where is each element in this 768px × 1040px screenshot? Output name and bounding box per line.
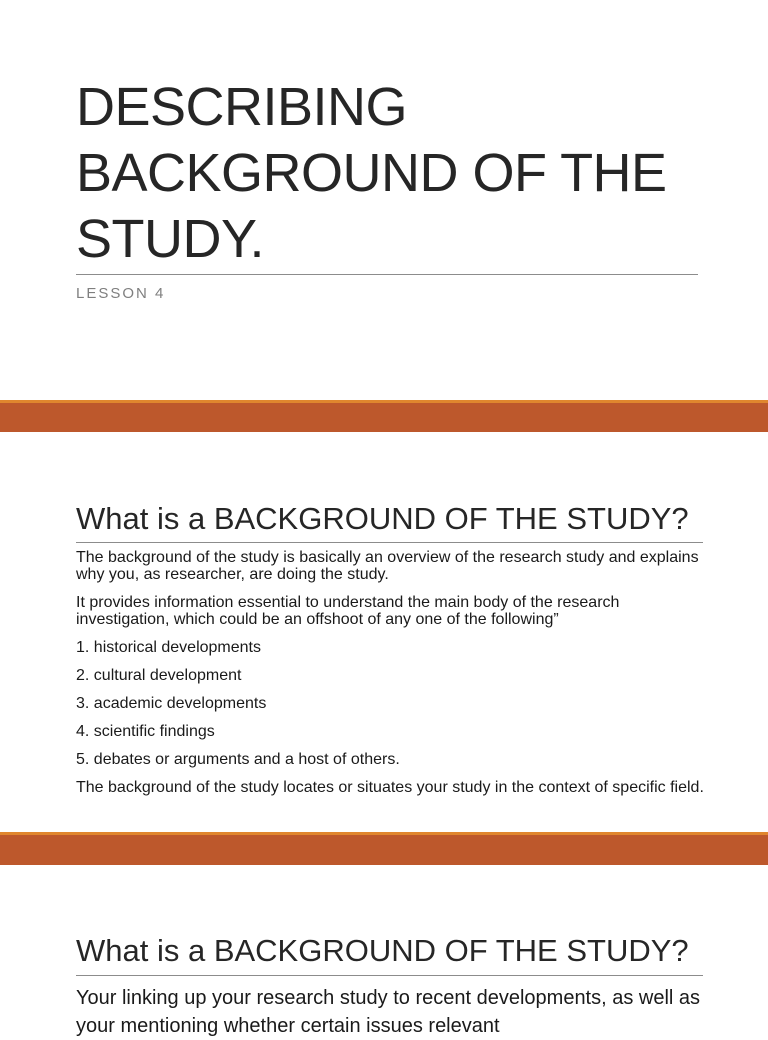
slide-heading: What is a BACKGROUND OF THE STUDY? [76, 933, 689, 968]
slide-subtitle: LESSON 4 [76, 285, 166, 302]
slide-separator [0, 832, 768, 865]
slide-body [76, 549, 706, 807]
heading-divider [76, 542, 703, 543]
list-item: 4. scientific findings [76, 723, 215, 740]
body-paragraph: The background of the study locates or situates your study in the context of specific field. [76, 779, 704, 796]
slide-body [76, 984, 716, 1040]
list-item: 2. cultural development [76, 667, 242, 684]
list-item: 3. academic developments [76, 695, 267, 712]
slide-heading: What is a BACKGROUND OF THE STUDY? [76, 501, 689, 536]
body-paragraph: The background of the study is basically an overview of the research study and explains why you, as researcher, are doing the study. [76, 549, 699, 583]
body-paragraph: Your linking up your research study to recent developments, as well as your mentioning whether certain issues relevant [76, 987, 701, 1037]
list-item: 5. debates or arguments and a host of others. [76, 751, 400, 768]
heading-divider [76, 975, 703, 976]
list-item: 1. historical developments [76, 639, 261, 656]
slide-title: DESCRIBING BACKGROUND OF THE STUDY. [76, 77, 667, 269]
slide-separator [0, 400, 768, 432]
body-paragraph: It provides information essential to understand the main body of the research investigation, which could be an offshoot of any one of the following” [76, 594, 620, 628]
title-slide [0, 0, 768, 400]
title-divider [76, 274, 698, 275]
